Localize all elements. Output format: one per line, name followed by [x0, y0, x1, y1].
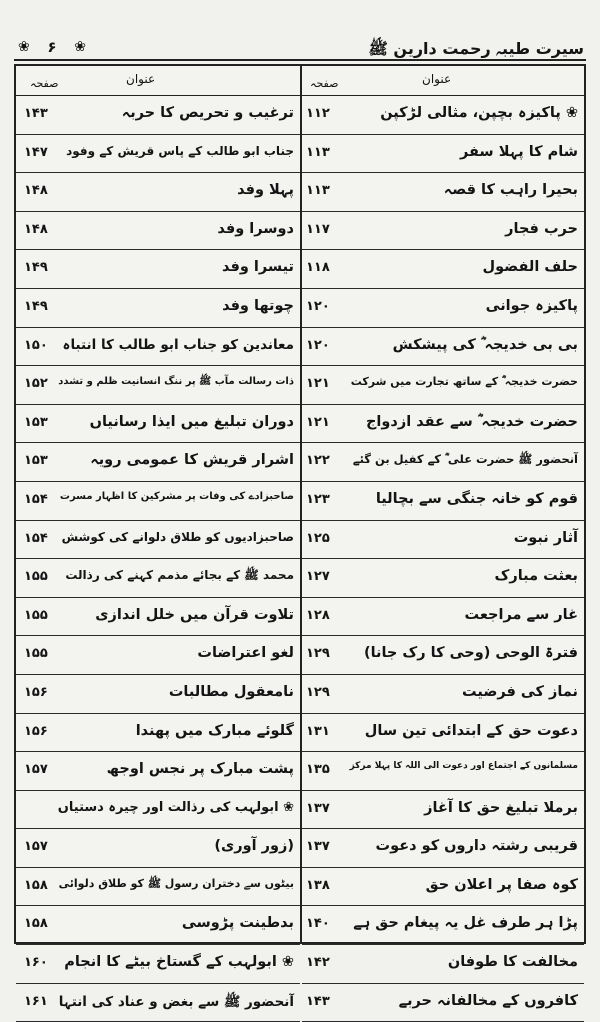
toc-entry	[302, 405, 584, 444]
table-of-contents	[14, 64, 586, 1010]
toc-entry-title: لغو اعتراضات	[197, 645, 294, 662]
toc-entry-title: پشت مبارک پر نجس اوجھ	[106, 761, 294, 778]
toc-entry	[302, 868, 584, 907]
toc-entry	[16, 250, 300, 289]
toc-entry-page: ۱۵۲	[24, 376, 48, 392]
toc-entry-page: ۱۴۷	[24, 144, 48, 160]
toc-entry-title: صاحبزادیوں کو طلاق دلوانے کی کوشش	[61, 529, 294, 544]
toc-entry-page: ۱۲۵	[306, 530, 330, 546]
toc-entry	[16, 96, 300, 135]
book-title: سیرت طیبہ رحمت دارین ﷺ	[368, 39, 584, 58]
toc-entry-title: بعثت مبارک	[494, 568, 578, 585]
toc-entry	[302, 906, 584, 945]
toc-entry-page: ۱۵۶	[24, 684, 48, 700]
toc-entry-title: بیٹوں سے دختران رسول ﷺ کو طلاق دلوائی	[58, 876, 294, 890]
toc-entry-title: قریبی رشتہ داروں کو دعوت	[375, 838, 578, 855]
toc-entry-title: آنحضور ﷺ سے بغض و عناد کی انتہا	[58, 993, 294, 1010]
toc-entry	[16, 482, 300, 521]
toc-entry-page: ۱۲۸	[306, 607, 330, 623]
toc-entry-title: محمد ﷺ کے بجائے مذمم کہنے کی رذالت	[65, 568, 294, 583]
page-column-label: صفحہ	[30, 77, 59, 90]
toc-entry-title: فترۃ الوحی (وحی کا رک جانا)	[363, 645, 578, 662]
toc-entry-page: ۱۵۵	[24, 569, 48, 585]
toc-entry-page: ۱۳۱	[306, 723, 330, 739]
toc-entry-title: چوتھا وفد	[222, 297, 294, 314]
toc-entry-page: ۱۴۹	[24, 298, 48, 314]
toc-entry-title: دعوت حق کے ابتدائی تین سال	[364, 722, 578, 739]
toc-entry-title: تلاوت قرآن میں خلل اندازی	[95, 606, 294, 623]
toc-entry-page: ۱۲۹	[306, 684, 330, 700]
toc-entry-page: ۱۲۹	[306, 646, 330, 662]
toc-entry-page: ۱۴۳	[306, 993, 330, 1009]
toc-entry-title: اشرار قریش کا عمومی رویہ	[90, 452, 294, 469]
toc-entry-page: ۱۲۷	[306, 569, 330, 585]
toc-entry	[302, 791, 584, 830]
toc-entry-title: برملا تبلیغ حق کا آغاز	[424, 799, 578, 816]
toc-entry-title: صاحبزادے کی وفات پر مشرکین کا اظہار مسرت	[59, 490, 294, 502]
toc-entry-page: ۱۵۳	[24, 414, 48, 430]
toc-entry-title: نامعقول مطالبات	[168, 683, 294, 700]
header-rule	[14, 59, 586, 61]
toc-entry-page: ۱۲۱	[306, 376, 330, 392]
toc-entry	[302, 714, 584, 753]
toc-entry	[302, 636, 584, 675]
toc-entry-page: ۱۵۸	[24, 877, 48, 893]
toc-entry-page: ۱۳۵	[306, 762, 330, 778]
toc-entry-title: معاندین کو جناب ابو طالب کا انتباہ	[62, 336, 294, 353]
toc-entry-title: بدطینت پڑوسی	[181, 915, 294, 932]
toc-entry-title: حضرت خدیجہ ؓ کے ساتھ تجارت میں شرکت	[350, 375, 578, 389]
right-column-header	[302, 66, 584, 96]
toc-entry-title: بحیرا راہب کا قصہ	[443, 182, 578, 199]
toc-entry-page: ۱۴۸	[24, 183, 48, 199]
toc-entry	[16, 289, 300, 328]
toc-entry	[16, 868, 300, 907]
toc-entry-page: ۱۳۸	[306, 877, 330, 893]
toc-entry-page: ۱۵۴	[24, 491, 48, 507]
toc-entry	[302, 96, 584, 135]
toc-entry-title: جناب ابو طالب کے پاس قریش کے وفود	[66, 143, 294, 158]
toc-entry-page: ۱۵۳	[24, 453, 48, 469]
toc-entry	[16, 173, 300, 212]
toc-entry-title: آنحضور ﷺ حضرت علی ؓ کے کفیل بن گئے	[352, 452, 578, 467]
toc-entry	[16, 521, 300, 560]
toc-entry	[16, 752, 300, 791]
toc-entry-page: ۱۶۰	[24, 955, 48, 971]
toc-entry	[302, 984, 584, 1022]
toc-entry-title: حلف الفضول	[482, 259, 578, 276]
toc-entry	[302, 752, 584, 791]
toc-entry-title: ❀ ابولہب کے گستاخ بیٹے کا انجام	[64, 954, 294, 971]
toc-entry	[16, 366, 300, 405]
toc-entry-title: آثار نبوت	[513, 529, 578, 546]
toc-entry-title: دوسرا وفد	[217, 220, 294, 237]
toc-entry-page: ۱۲۰	[306, 337, 330, 353]
left-column-header	[16, 66, 300, 96]
toc-entry-page: ۱۶۱	[24, 993, 48, 1009]
toc-entry-title: ترغیب و تحریص کا حربہ	[121, 105, 294, 121]
toc-entry	[302, 212, 584, 251]
toc-entry	[302, 366, 584, 405]
toc-entry-page: ۱۱۳	[306, 144, 330, 160]
toc-entry-title: مسلمانوں کے اجتماع اور دعوت الی اللہ کا پہلا مرکز	[349, 761, 578, 772]
toc-entry-page: ۱۱۲	[306, 106, 330, 121]
toc-entry-title: شام کا پہلا سفر	[459, 143, 578, 160]
toc-entry-title: دوران تبلیغ میں ایذا رسانیاں	[89, 413, 294, 430]
right-column-entries	[302, 96, 584, 1022]
toc-entry-page: ۱۵۷	[24, 839, 48, 855]
toc-entry	[16, 714, 300, 753]
toc-entry-title: حضرت خدیجہ ؓ سے عقد ازدواج	[365, 413, 578, 430]
toc-entry-page: ۱۵۴	[24, 530, 48, 546]
page-column-label: صفحہ	[310, 77, 339, 90]
page-header	[0, 0, 600, 58]
title-column-label: عنوان	[422, 72, 452, 86]
toc-entry	[302, 521, 584, 560]
toc-entry-page: ۱۲۳	[306, 491, 330, 507]
toc-entry-title: کافروں کے مخالفانہ حربے	[398, 992, 578, 1009]
toc-entry-page: ۱۲۲	[306, 453, 330, 469]
toc-entry-page: ۱۵۶	[24, 723, 48, 739]
toc-entry	[16, 791, 300, 830]
toc-entry-title: پاکیزہ جوانی	[485, 297, 578, 314]
toc-entry-title: حرب فجار	[505, 220, 578, 237]
toc-entry	[16, 598, 300, 637]
toc-entry-page: ۱۲۰	[306, 298, 330, 314]
toc-entry-title: پڑا ہر طرف غل یہ پیغام حق ہے	[353, 915, 578, 932]
toc-entry	[302, 829, 584, 868]
toc-entry-title: مخالفت کا طوفان	[447, 954, 578, 971]
toc-entry-page: ۱۱۷	[306, 221, 330, 237]
toc-entry-title: ❀ پاکیزہ بچپن، مثالی لڑکپن	[380, 105, 578, 121]
toc-entry	[16, 135, 300, 174]
toc-entry-page: ۱۵۷	[24, 762, 48, 778]
toc-entry	[16, 443, 300, 482]
toc-entry	[302, 135, 584, 174]
toc-entry-page: ۱۵۵	[24, 646, 48, 662]
toc-entry-page: ۱۵۵	[24, 607, 48, 623]
toc-entry	[302, 250, 584, 289]
toc-entry	[16, 328, 300, 367]
toc-entry	[16, 559, 300, 598]
toc-entry	[16, 675, 300, 714]
toc-entry	[302, 173, 584, 212]
toc-entry-page: ۱۴۳	[24, 106, 48, 121]
toc-entry	[16, 636, 300, 675]
toc-entry	[302, 559, 584, 598]
toc-entry-title: نماز کی فرضیت	[462, 683, 578, 700]
toc-entry-page: ۱۴۲	[306, 955, 330, 971]
toc-entry	[302, 289, 584, 328]
toc-entry-page: ۱۵۸	[24, 916, 48, 932]
toc-entry-page: ۱۲۱	[306, 414, 330, 430]
toc-entry-title: ❀ ابولہب کی رذالت اور چیرہ دستیاں	[57, 799, 294, 815]
toc-entry-page: ۱۱۳	[306, 183, 330, 199]
toc-entry-page: ۱۴۹	[24, 260, 48, 276]
toc-entry	[16, 212, 300, 251]
toc-entry-title: بی بی خدیجہ ؓ کی پیشکش	[392, 336, 578, 353]
left-column-entries	[16, 96, 300, 1022]
toc-entry-page: ۱۱۸	[306, 260, 330, 276]
toc-entry-page: ۱۴۸	[24, 221, 48, 237]
toc-entry-title: گلوئے مبارک میں پھندا	[135, 722, 294, 739]
toc-entry	[16, 829, 300, 868]
toc-entry	[16, 405, 300, 444]
toc-entry	[302, 443, 584, 482]
toc-entry	[302, 598, 584, 637]
toc-entry-page: ۱۴۰	[306, 916, 330, 932]
toc-entry-title: پہلا وفد	[237, 182, 294, 199]
title-column-label: عنوان	[126, 72, 156, 86]
toc-entry-title: کوہ صفا پر اعلان حق	[425, 876, 578, 893]
toc-entry-page: ۱۳۷	[306, 800, 330, 816]
page-number: ❀ ۶ ❀	[22, 36, 82, 58]
toc-entry	[302, 328, 584, 367]
toc-entry-page: ۱۳۷	[306, 839, 330, 855]
toc-entry-title: قوم کو خانہ جنگی سے بچالیا	[375, 490, 578, 507]
toc-entry	[16, 984, 300, 1022]
toc-entry-title: ذات رسالت مآب ﷺ پر ننگ انسانیت ظلم و تشدد	[58, 376, 294, 388]
toc-entry-title: (زور آوری)	[214, 838, 294, 855]
toc-entry	[16, 906, 300, 945]
toc-entry	[302, 482, 584, 521]
toc-entry	[302, 675, 584, 714]
toc-entry-title: غار سے مراجعت	[464, 606, 578, 623]
toc-entry-title: تیسرا وفد	[221, 259, 294, 276]
toc-entry-page: ۱۵۰	[24, 337, 48, 353]
